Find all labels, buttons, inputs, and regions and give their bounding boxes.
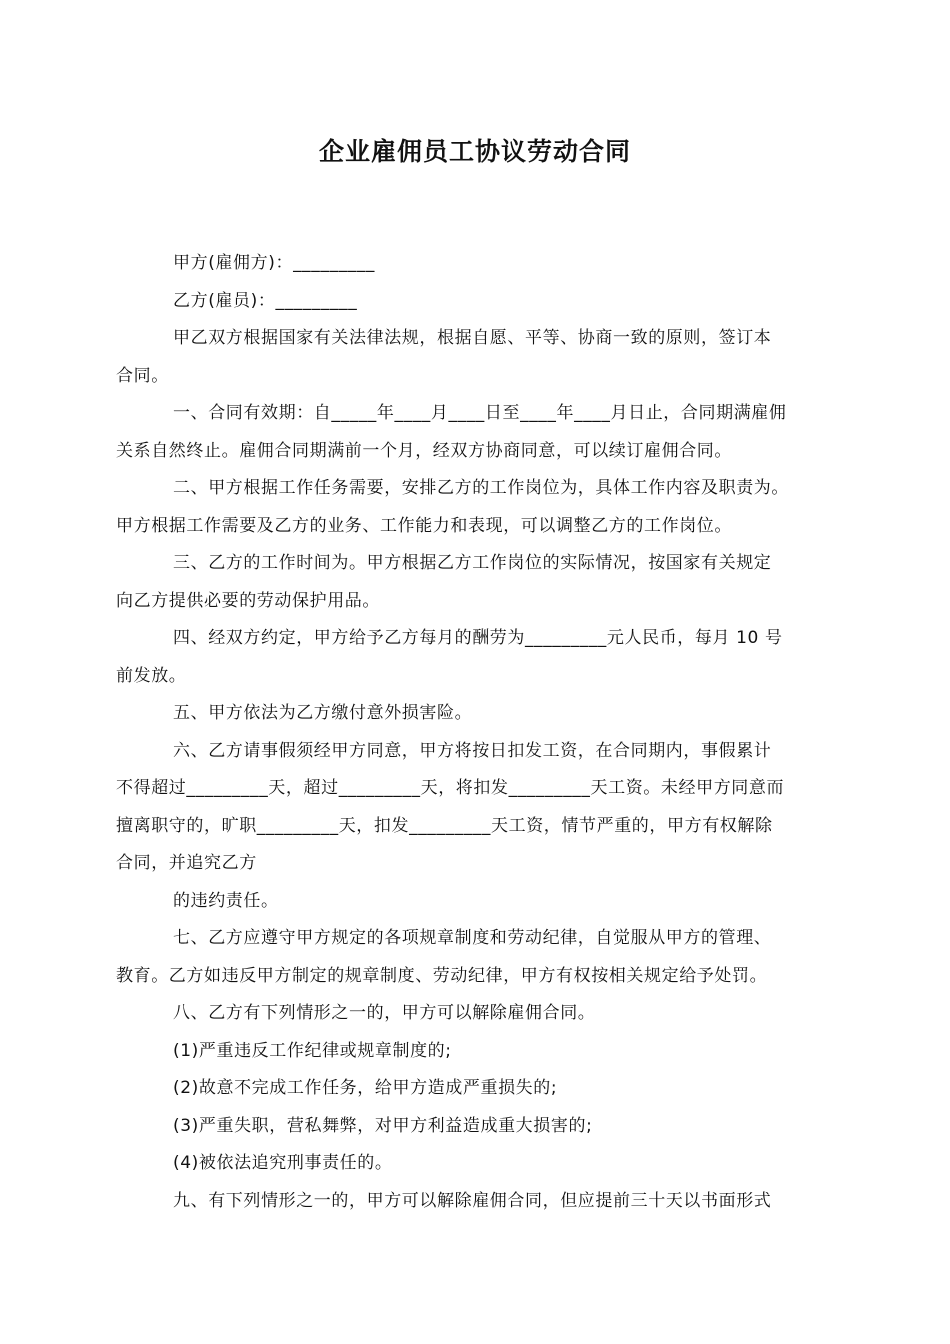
clause-6-line-4: 合同，并追究乙方 xyxy=(116,853,257,873)
clause-5-line-1: 五、甲方依法为乙方缴付意外损害险。 xyxy=(173,703,473,723)
clause-1-line-2: 关系自然终止。雇佣合同期满前一个月，经双方协商同意，可以续订雇佣合同。 xyxy=(116,441,732,461)
clause-8-item-3: (3)严重失职，营私舞弊，对甲方利益造成重大损害的; xyxy=(173,1116,593,1136)
party-a-line: 甲方(雇佣方)：_________ xyxy=(173,253,375,273)
party-b-line: 乙方(雇员)：_________ xyxy=(173,291,358,311)
clause-2-line-2: 甲方根据工作需要及乙方的业务、工作能力和表现，可以调整乙方的工作岗位。 xyxy=(116,516,732,536)
clause-2-line-1: 二、甲方根据工作任务需要，安排乙方的工作岗位为，具体工作内容及职责为。 xyxy=(173,478,789,498)
clause-6-line-1: 六、乙方请事假须经甲方同意，甲方将按日扣发工资，在合同期内，事假累计 xyxy=(173,741,772,761)
clause-7-line-1: 七、乙方应遵守甲方规定的各项规章制度和劳动纪律，自觉服从甲方的管理、 xyxy=(173,928,772,948)
clause-3-line-1: 三、乙方的工作时间为。甲方根据乙方工作岗位的实际情况，按国家有关规定 xyxy=(173,553,772,573)
clause-9-line-1: 九、有下列情形之一的，甲方可以解除雇佣合同，但应提前三十天以书面形式 xyxy=(173,1191,772,1211)
clause-8-item-2: (2)故意不完成工作任务，给甲方造成严重损失的; xyxy=(173,1078,558,1098)
clause-8-item-1: (1)严重违反工作纪律或规章制度的; xyxy=(173,1041,452,1061)
clause-4-line-2: 前发放。 xyxy=(116,666,187,686)
clause-3-line-2: 向乙方提供必要的劳动保护用品。 xyxy=(116,591,380,611)
clause-8-line-1: 八、乙方有下列情形之一的，甲方可以解除雇佣合同。 xyxy=(173,1003,596,1023)
preamble-line-2: 合同。 xyxy=(116,366,169,386)
clause-6-line-3: 擅离职守的，旷职_________天，扣发_________天工资，情节严重的，甲方有权解除 xyxy=(116,816,773,836)
preamble-line-1: 甲乙双方根据国家有关法律法规，根据自愿、平等、协商一致的原则，签订本 xyxy=(173,328,772,348)
clause-1-line-1: 一、合同有效期：自_____年____月____日至____年____月日止，合同期满雇佣 xyxy=(173,403,787,423)
clause-6-line-5: 的违约责任。 xyxy=(173,891,279,911)
clause-8-item-4: (4)被依法追究刑事责任的。 xyxy=(173,1153,393,1173)
clause-6-line-2: 不得超过_________天，超过_________天，将扣发_________天工资。未经甲方同意而 xyxy=(116,778,785,798)
clause-7-line-2: 教育。乙方如违反甲方制定的规章制度、劳动纪律，甲方有权按相关规定给予处罚。 xyxy=(116,966,768,986)
clause-4-line-1: 四、经双方约定，甲方给予乙方每月的酬劳为_________元人民币，每月 10 号 xyxy=(173,628,783,648)
document-title: 企业雇佣员工协议劳动合同 xyxy=(318,137,631,166)
